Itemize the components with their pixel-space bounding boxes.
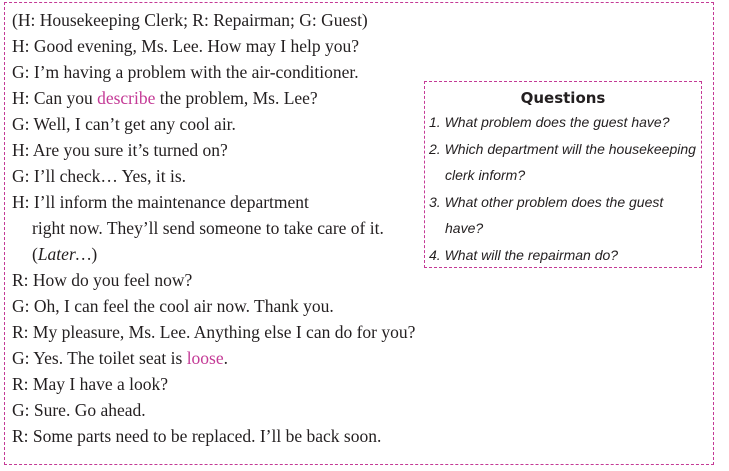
stage-direction (12, 241, 415, 267)
question-3: 3. What other problem does the guest (429, 193, 664, 210)
vocab-describe: describe (97, 88, 156, 108)
questions-box (424, 81, 702, 268)
questions-list (425, 109, 701, 268)
dialogue-continuation: right now. They’ll send someone to take care of it. (32, 218, 384, 238)
question-2: 2. Which department will the housekeeping (429, 140, 696, 157)
questions-title: Questions (520, 89, 606, 107)
line-text: H: Can you (12, 88, 98, 108)
line-text: the problem, Ms. Lee? (155, 88, 318, 108)
line-text: . (223, 348, 229, 368)
speaker-legend: (H: Housekeeping Clerk; R: Repairman; G: Guest) (12, 10, 368, 30)
later-text: Later… (37, 244, 92, 264)
dialogue-line: H: Good evening, Ms. Lee. How may I help you? (12, 36, 360, 56)
dialogue-line: G: I’m having a problem with the air-conditioner. (12, 62, 359, 82)
dialogue-line: R: My pleasure, Ms. Lee. Anything else I can do for you? (12, 322, 416, 342)
dialogue-line: G: Sure. Go ahead. (12, 400, 146, 420)
dialogue-line (12, 85, 415, 111)
dialogue-line: H: I’ll inform the maintenance department (12, 192, 309, 212)
dialogue-line: R: May I have a look? (12, 374, 168, 394)
question-1: 1. What problem does the guest have? (429, 114, 670, 130)
question-4: 4. What will the repairman do? (429, 246, 619, 263)
question-3-cont: have? (445, 220, 484, 236)
dialogue (12, 7, 415, 449)
dialogue-line: R: Some parts need to be replaced. I’ll be back soon. (12, 426, 382, 446)
dialogue-line (12, 345, 415, 371)
vocab-loose: loose (186, 348, 224, 368)
dialogue-line: H: Are you sure it’s turned on? (12, 140, 228, 160)
line-text: G: Yes. The toilet seat is (12, 348, 187, 368)
paren-close: ) (91, 244, 98, 264)
question-2-cont: clerk inform? (445, 167, 526, 183)
dialogue-line: R: How do you feel now? (12, 270, 193, 290)
dialogue-line: G: Well, I can’t get any cool air. (12, 114, 236, 134)
dialogue-line: G: Oh, I can feel the cool air now. Thank you. (12, 296, 334, 316)
dialogue-line: G: I’ll check… Yes, it is. (12, 166, 187, 186)
paren-open: ( (32, 244, 38, 264)
